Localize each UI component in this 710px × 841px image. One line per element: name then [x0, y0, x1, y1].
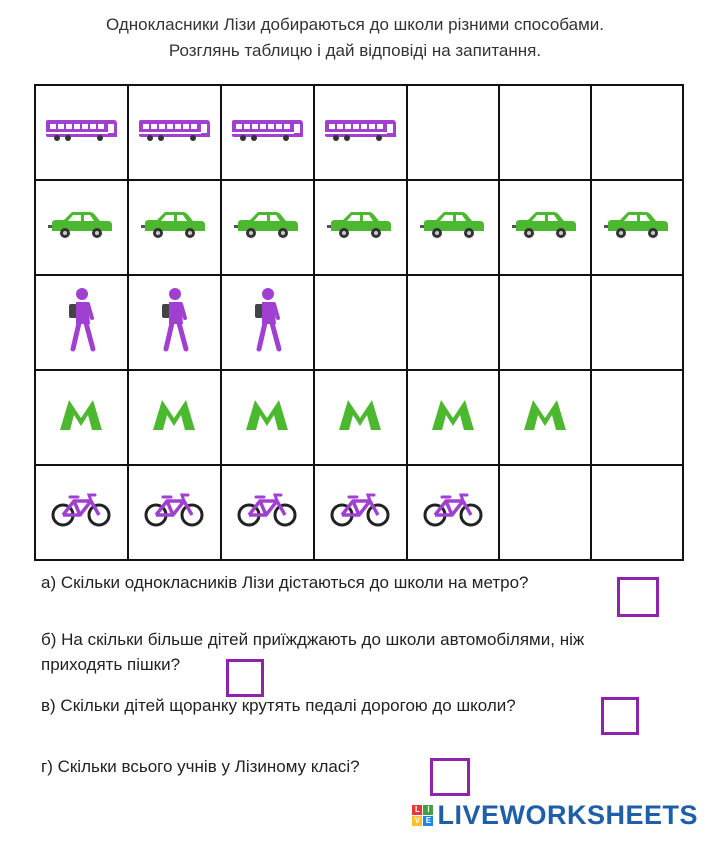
- bicycle-icon: [422, 492, 484, 533]
- table-cell: [314, 465, 407, 560]
- table-cell: [35, 275, 128, 370]
- answer-box-b[interactable]: [226, 659, 264, 697]
- question-v: в) Скільки дітей щоранку крутять педалі дорогою до школи?: [41, 696, 516, 715]
- table-cell: [499, 465, 591, 560]
- table-cell: [314, 370, 407, 465]
- table-cell: [221, 465, 314, 560]
- metro-icon: [151, 398, 197, 437]
- metro-icon: [430, 398, 476, 437]
- metro-icon: [58, 398, 104, 437]
- table-row-car: [35, 180, 683, 275]
- car-icon: [420, 209, 486, 246]
- table-cell: [35, 85, 128, 180]
- table-cell: [499, 275, 591, 370]
- table-cell: [499, 85, 591, 180]
- question-a: а) Скільки однокласників Лізи дістаються до школи на метро?: [41, 573, 529, 592]
- transport-table: [34, 84, 684, 561]
- answer-box-v[interactable]: [601, 697, 639, 735]
- answer-box-a[interactable]: [617, 577, 659, 617]
- table-cell: [591, 465, 683, 560]
- walking-person-icon: [157, 287, 191, 358]
- bicycle-icon: [329, 492, 391, 533]
- table-cell: [128, 370, 221, 465]
- table-cell: [314, 180, 407, 275]
- intro-text: [0, 12, 710, 64]
- table-cell: [591, 275, 683, 370]
- car-icon: [604, 209, 670, 246]
- table-cell: [407, 275, 499, 370]
- table-cell: [499, 180, 591, 275]
- table-row-bus: [35, 85, 683, 180]
- table-cell: [221, 85, 314, 180]
- intro-line-2: Розглянь таблицю і дай відповіді на запитання.: [168, 41, 542, 60]
- table-cell: [221, 370, 314, 465]
- table-cell: [221, 180, 314, 275]
- car-icon: [141, 209, 207, 246]
- table-cell: [35, 180, 128, 275]
- bicycle-icon: [50, 492, 112, 533]
- bus-icon: [44, 118, 118, 147]
- answer-box-g[interactable]: [430, 758, 470, 796]
- table-cell: [35, 370, 128, 465]
- bicycle-icon: [236, 492, 298, 533]
- table-cell: [591, 370, 683, 465]
- logo-text: LIVEWORKSHEETS: [437, 800, 698, 830]
- table-cell: [128, 180, 221, 275]
- intro-line-1: Однокласники Лізи добираються до школи різними способами.: [106, 15, 604, 34]
- bicycle-icon: [143, 492, 205, 533]
- table-cell: [591, 85, 683, 180]
- car-icon: [512, 209, 578, 246]
- metro-icon: [522, 398, 568, 437]
- table-cell: [35, 465, 128, 560]
- table-cell: [407, 85, 499, 180]
- metro-icon: [337, 398, 383, 437]
- table-row-bicycle: [35, 465, 683, 560]
- car-icon: [234, 209, 300, 246]
- table-row-metro: [35, 370, 683, 465]
- car-icon: [48, 209, 114, 246]
- liveworksheets-logo: [412, 800, 698, 831]
- table-cell: [407, 465, 499, 560]
- table-cell: [407, 180, 499, 275]
- logo-mark-icon: L I V E: [412, 805, 433, 826]
- bus-icon: [137, 118, 211, 147]
- walking-person-icon: [250, 287, 284, 358]
- bus-icon: [323, 118, 397, 147]
- bus-icon: [230, 118, 304, 147]
- table-cell: [407, 370, 499, 465]
- table-cell: [314, 275, 407, 370]
- table-cell: [128, 465, 221, 560]
- walking-person-icon: [64, 287, 98, 358]
- question-b-line-1: б) На скільки більше дітей приїжджають до школи автомобілями, ніж: [41, 630, 585, 649]
- table-cell: [314, 85, 407, 180]
- table-cell: [221, 275, 314, 370]
- table-cell: [128, 275, 221, 370]
- table-cell: [499, 370, 591, 465]
- question-g: г) Скільки всього учнів у Лізиному класі?: [41, 757, 360, 776]
- metro-icon: [244, 398, 290, 437]
- table-cell: [128, 85, 221, 180]
- question-b-line-2: приходять пішки?: [41, 655, 181, 674]
- table-cell: [591, 180, 683, 275]
- table-row-walking: [35, 275, 683, 370]
- car-icon: [327, 209, 393, 246]
